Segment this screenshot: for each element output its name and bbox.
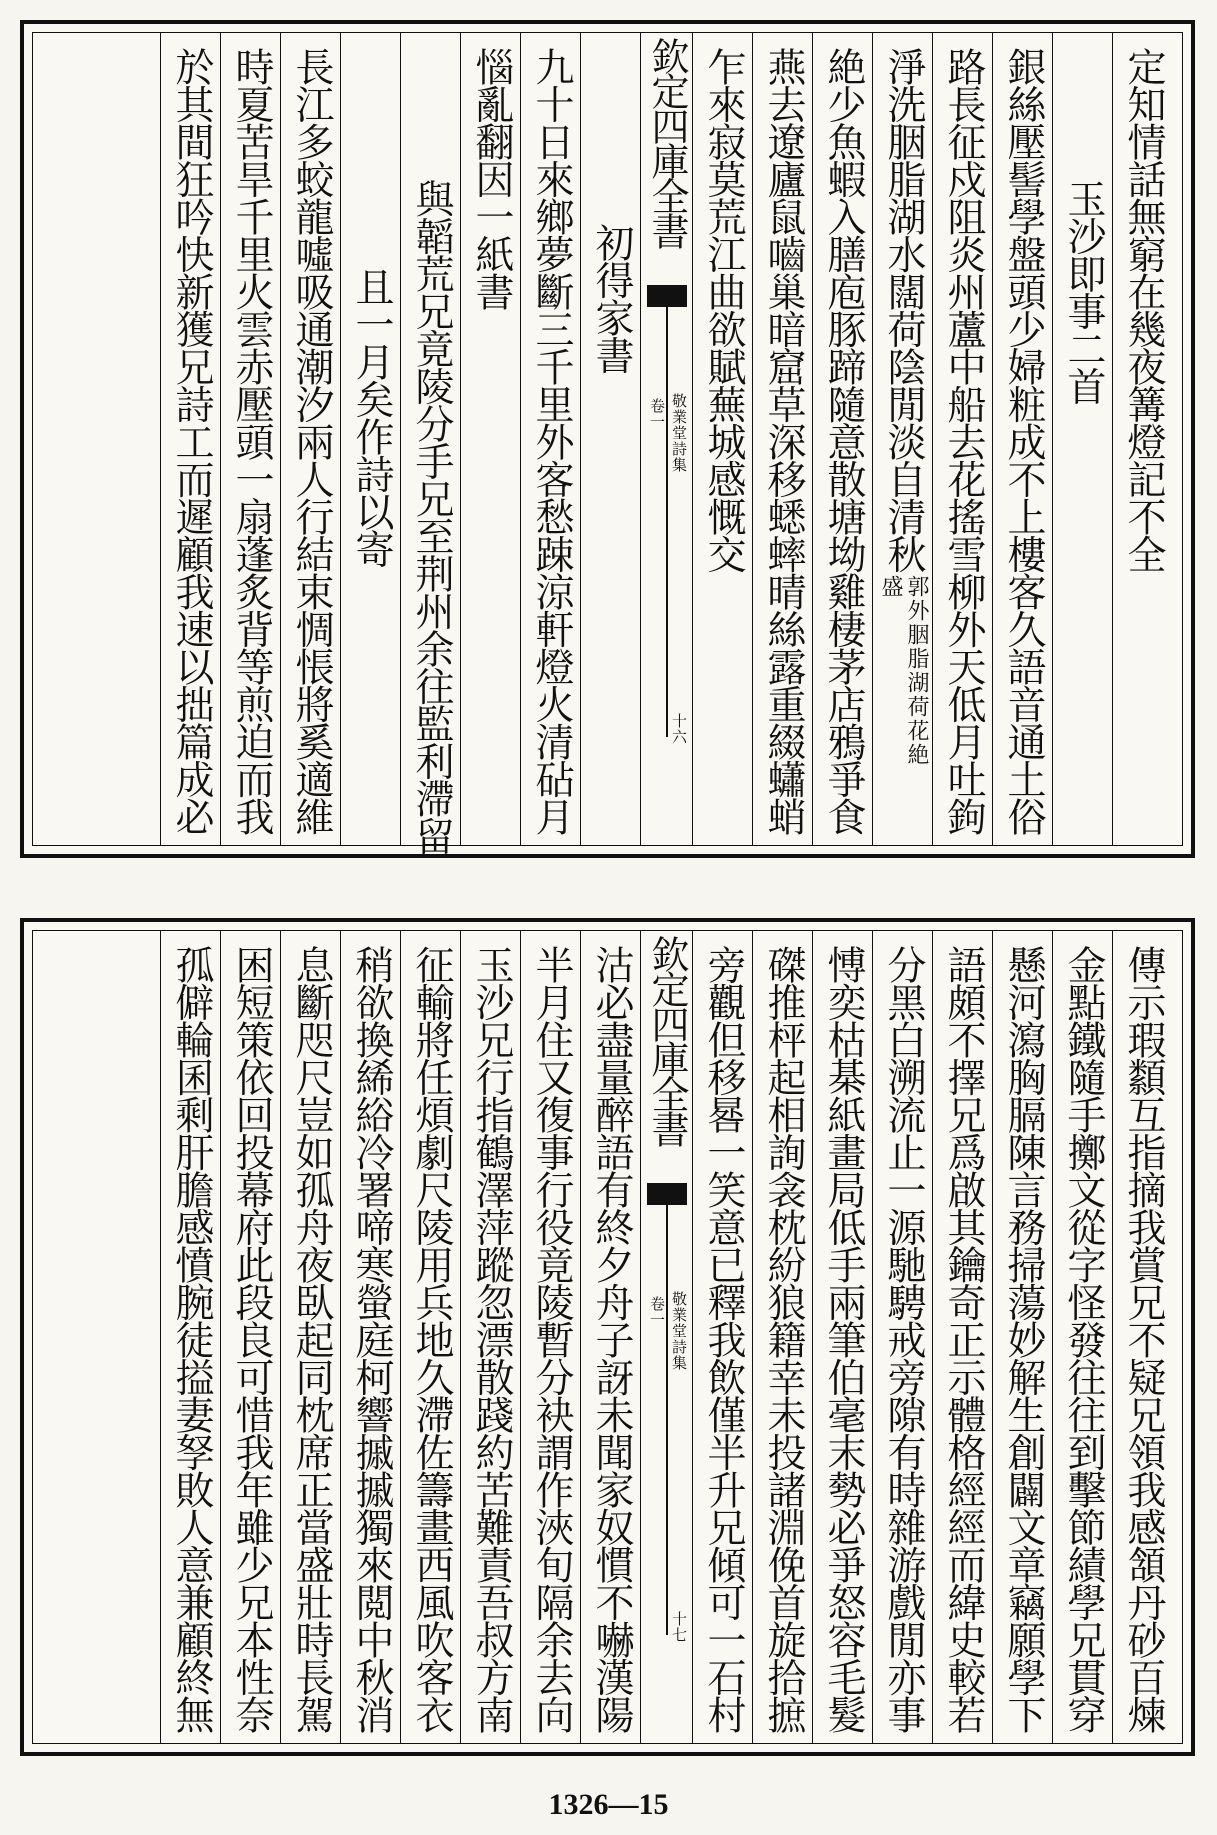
text-column [932, 33, 992, 845]
text-column [992, 931, 1052, 1743]
column-text: 玉沙兄行指鶴澤萍蹤忽漂散踐約苦難責吾叔方南 [469, 945, 514, 1733]
column-text: 金點鐵隨手擲文從字怪發往往到擊節績學兄貫穿 [1061, 945, 1106, 1733]
text-column [400, 33, 460, 854]
library-title: 欽定四庫全書 [645, 37, 689, 247]
column-text: 時夏苦旱千里火雲赤壓頭一扇蓬炙背等煎迫而我 [229, 47, 274, 835]
column-text: 九十日來鄉夢斷三千里外客愁踈涼軒燈火清砧月 [529, 47, 574, 835]
column-text: 語頗不擇兄爲啟其鑰奇正示體格經經而緯史較若 [941, 945, 986, 1733]
text-column [872, 33, 932, 845]
text-column [812, 33, 872, 845]
column-text: 沽必盡量醉語有終夕舟子訝未聞家奴慣不嚇漢陽 [589, 945, 634, 1733]
text-column [400, 931, 460, 1743]
text-column [220, 931, 280, 1743]
text-column [280, 931, 340, 1743]
volume-label: 卷一 [648, 398, 666, 430]
column-text: 於其間狂吟快新獲兄詩工而遲顧我速以拙篇成必 [169, 47, 214, 835]
fishtail-mark [647, 285, 687, 307]
column-text: 稍欲換絺綌冷署啼寒螢庭柯響摵摵獨來閲中秋消 [349, 945, 394, 1733]
text-column [692, 33, 752, 845]
text-column [340, 931, 400, 1743]
book-title: 敬業堂詩集 [670, 393, 688, 473]
fold-line [666, 307, 668, 737]
interlinear-note: 郭外胭脂湖荷花絶盛 [878, 575, 929, 767]
column-text: 愽奕枯棊紙畫局低手兩筆伯毫末勢必爭怒容毛髮 [821, 945, 866, 1733]
column-text: 傳示瑕纇互指摘我賞兄不疑兄領我感頷丹砂百煉 [1121, 945, 1166, 1733]
volume-label: 卷一 [648, 1296, 666, 1328]
column-text: 惱亂翻因一紙書 [469, 47, 514, 310]
text-column [520, 33, 580, 845]
text-column [1052, 931, 1112, 1743]
text-column [812, 931, 872, 1743]
column-text: 分黑白溯流止一源馳騁戒旁隙有時雜游戲閒亦事 [881, 945, 926, 1733]
column-text: 孤僻輪囷剩肝膽感憤腕徒搤妻孥敗人意兼顧終無 [169, 945, 214, 1733]
text-column [692, 931, 752, 1743]
text-column [580, 931, 640, 1743]
text-column [160, 33, 220, 845]
column-text: 懸河瀉胸膈陳言務掃蕩妙解生創闢文章竊願學下 [1001, 945, 1046, 1733]
column-text: 且一月矣作詩以寄 [349, 267, 394, 567]
library-title: 欽定四庫全書 [645, 935, 689, 1145]
column-text: 淨洗胭脂湖水闊荷陰閒淡自清秋 [881, 47, 926, 572]
text-column [580, 33, 640, 845]
column-text: 初得家書 [589, 223, 634, 373]
column-text: 息斷咫尺豈如孤舟夜臥起同枕席正當盛壯時長駕 [289, 945, 334, 1733]
column-text: 玉沙即事二首 [1061, 179, 1106, 404]
text-column [520, 931, 580, 1743]
column-text: 長江多蛟龍噓吸通潮汐兩人行結束惆悵將奚適維 [289, 47, 334, 835]
page-number: 1326—15 [548, 1788, 669, 1821]
book-title: 敬業堂詩集 [670, 1291, 688, 1371]
column-text: 路長征戍阻炎州蘆中船去花搖雪柳外天低月吐鉤 [941, 47, 986, 835]
text-column [752, 931, 812, 1743]
column-text: 絶少魚蝦入膳庖豚蹄隨意散塘坳雞棲茅店鴉爭食 [821, 47, 866, 835]
column-text: 征輸將任煩劇尺陵用兵地久滯佐籌畫西風吹客衣 [409, 945, 454, 1733]
fishtail-mark [647, 1183, 687, 1205]
text-column [460, 33, 520, 845]
lower-page-frame [32, 930, 1183, 1744]
column-text: 磔推枰起相詢衾枕紛狼籍幸未投諸淵俛首旋拾摭 [761, 945, 806, 1733]
fold-line [666, 1205, 668, 1635]
text-column [752, 33, 812, 845]
lower-page [20, 918, 1195, 1756]
upper-page-frame [32, 32, 1183, 854]
center-fold-column [640, 931, 692, 1743]
text-column [1112, 33, 1172, 845]
leaf-number: 十七 [670, 1611, 688, 1643]
text-column [460, 931, 520, 1743]
text-column [1052, 33, 1112, 845]
column-text: 燕去遼廬鼠嚙巢暗窟草深移蟋蟀晴絲露重綴蠨蛸 [761, 47, 806, 835]
text-column [1112, 931, 1172, 1743]
column-text: 半月住又復事行役竟陵暫分袂謂作浹旬隔余去向 [529, 945, 574, 1733]
center-fold-column [640, 33, 692, 845]
text-column [872, 931, 932, 1743]
leaf-number: 十六 [670, 713, 688, 745]
text-column [280, 33, 340, 845]
text-column [160, 931, 220, 1743]
column-text: 乍來寂莫荒江曲欲賦蕪城感慨交 [701, 47, 746, 572]
text-column [220, 33, 280, 845]
column-text: 旁觀但移晷一笑意已釋我飲僅半升兄傾可一石村 [701, 945, 746, 1733]
text-column [340, 33, 400, 845]
column-text: 銀絲壓髻學盤頭少婦粧成不上樓客久語音通土俗 [1001, 47, 1046, 835]
column-text: 與韜荒兄竟陵分手兄至荆州余往監利滯留 [409, 179, 454, 854]
column-text: 困短策依回投幕府此段良可惜我年雖少兄本性奈 [229, 945, 274, 1733]
upper-page [20, 20, 1195, 858]
text-column [992, 33, 1052, 845]
text-column [932, 931, 992, 1743]
column-text: 定知情話無窮在幾夜篝燈記不全 [1121, 47, 1166, 572]
